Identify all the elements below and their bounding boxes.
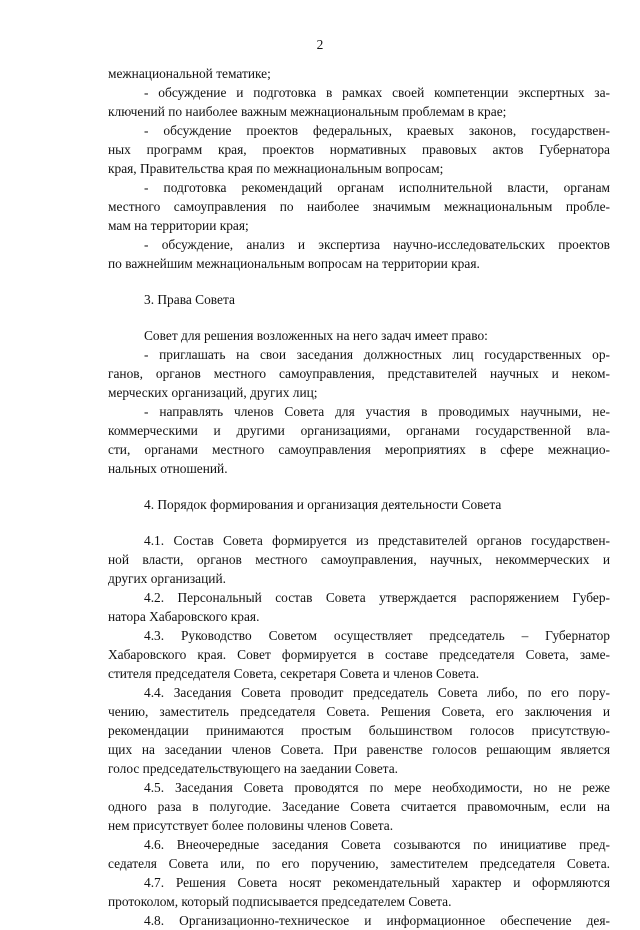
text-line: Хабаровского края. Совет формируется в составе председателя Совета, заме- [108, 647, 610, 662]
text-line: ной власти, органов местного самоуправления, научных, некоммерческих и [108, 552, 610, 567]
text-line: чению, заместитель председателя Совета. Решения Совета, его заключения и [108, 704, 610, 719]
text-line: по важнейшим межнациональным вопросам на территории края. [108, 256, 480, 271]
block-gap [108, 478, 610, 495]
text-line: - приглашать на свои заседания должностных лиц государственных ор- [144, 347, 610, 362]
text-line: 4.5. Заседания Совета проводятся по мере необходимости, но не реже [144, 780, 610, 795]
text-line: - направлять членов Совета для участия в проводимых научными, не- [144, 404, 610, 419]
text-line: протоколом, который подписывается председателем Совета. [108, 894, 452, 909]
block-gap [108, 309, 610, 326]
text-line: коммерческими и другими организациями, органами государственной вла- [108, 423, 610, 438]
text-block [108, 495, 610, 514]
text-line: ных программ края, проектов нормативных правовых актов Губернатора [108, 142, 610, 157]
text-line: мерческих организаций, других лиц; [108, 385, 318, 400]
text-line: 4.4. Заседания Совета проводит председатель Совета либо, по его пору- [144, 685, 610, 700]
text-line: Совет для решения возложенных на него задач имеет право: [144, 328, 488, 343]
text-line: 4. Порядок формирования и организация деятельности Совета [144, 497, 502, 512]
text-line: 4.6. Внеочередные заседания Совета созываются по инициативе пред- [144, 837, 610, 852]
text-line: 4.2. Персональный состав Совета утверждается распоряжением Губер- [144, 590, 610, 605]
text-line: - обсуждение, анализ и экспертиза научно-исследовательских проектов [144, 237, 610, 252]
text-block [108, 290, 610, 309]
text-line: 4.1. Состав Совета формируется из представителей органов государствен- [144, 533, 610, 548]
text-line: стителя председателя Совета, секретаря Совета и членов Совета. [108, 666, 480, 681]
text-line: 4.8. Организационно-техническое и информационное обеспечение дея- [144, 913, 610, 928]
text-line: - обсуждение проектов федеральных, краевых законов, государствен- [144, 123, 610, 138]
text-line: других организаций. [108, 571, 226, 586]
text-block [108, 326, 610, 478]
text-line: ганов, органов местного самоуправления, представителей научных и неком- [108, 366, 610, 381]
text-block [108, 531, 610, 930]
text-line: 4.7. Решения Совета носят рекомендательный характер и оформляются [144, 875, 610, 890]
text-line: края, Правительства края по межнациональным вопросам; [108, 161, 444, 176]
block-gap [108, 273, 610, 290]
document-body [108, 64, 610, 930]
text-line: нальных отношений. [108, 461, 228, 476]
text-line: голос председательствующего на заедании Совета. [108, 761, 398, 776]
page-number: 2 [316, 37, 324, 52]
text-line: 3. Права Совета [144, 292, 235, 307]
text-line: рекомендации принимаются простым большинством голосов присутствую- [108, 723, 610, 738]
text-line: седателя Совета или, по его поручению, заместителем председателя Совета. [108, 856, 610, 871]
text-block [108, 64, 610, 273]
text-line: натора Хабаровского края. [108, 609, 260, 624]
text-line: нем присутствует более половины членов Совета. [108, 818, 394, 833]
text-line: сти, органами местного самоуправления мероприятиях в сфере межнацио- [108, 442, 610, 457]
text-line: щих на заседании членов Совета. При равенстве голосов решающим является [108, 742, 610, 757]
text-line: мам на территории края; [108, 218, 249, 233]
text-line: - подготовка рекомендаций органам исполнительной власти, органам [144, 180, 610, 195]
text-line: 4.3. Руководство Советом осуществляет председатель – Губернатор [144, 628, 610, 643]
text-line: местного самоуправления по наиболее значимым межнациональным пробле- [108, 199, 610, 214]
block-gap [108, 514, 610, 531]
text-line: ключений по наиболее важным межнациональным проблемам в крае; [108, 104, 507, 119]
text-line: межнациональной тематике; [108, 66, 271, 81]
text-line: - обсуждение и подготовка в рамках своей компетенции экспертных за- [144, 85, 610, 100]
text-line: одного раза в полугодие. Заседание Совета считается правомочным, если на [108, 799, 610, 814]
